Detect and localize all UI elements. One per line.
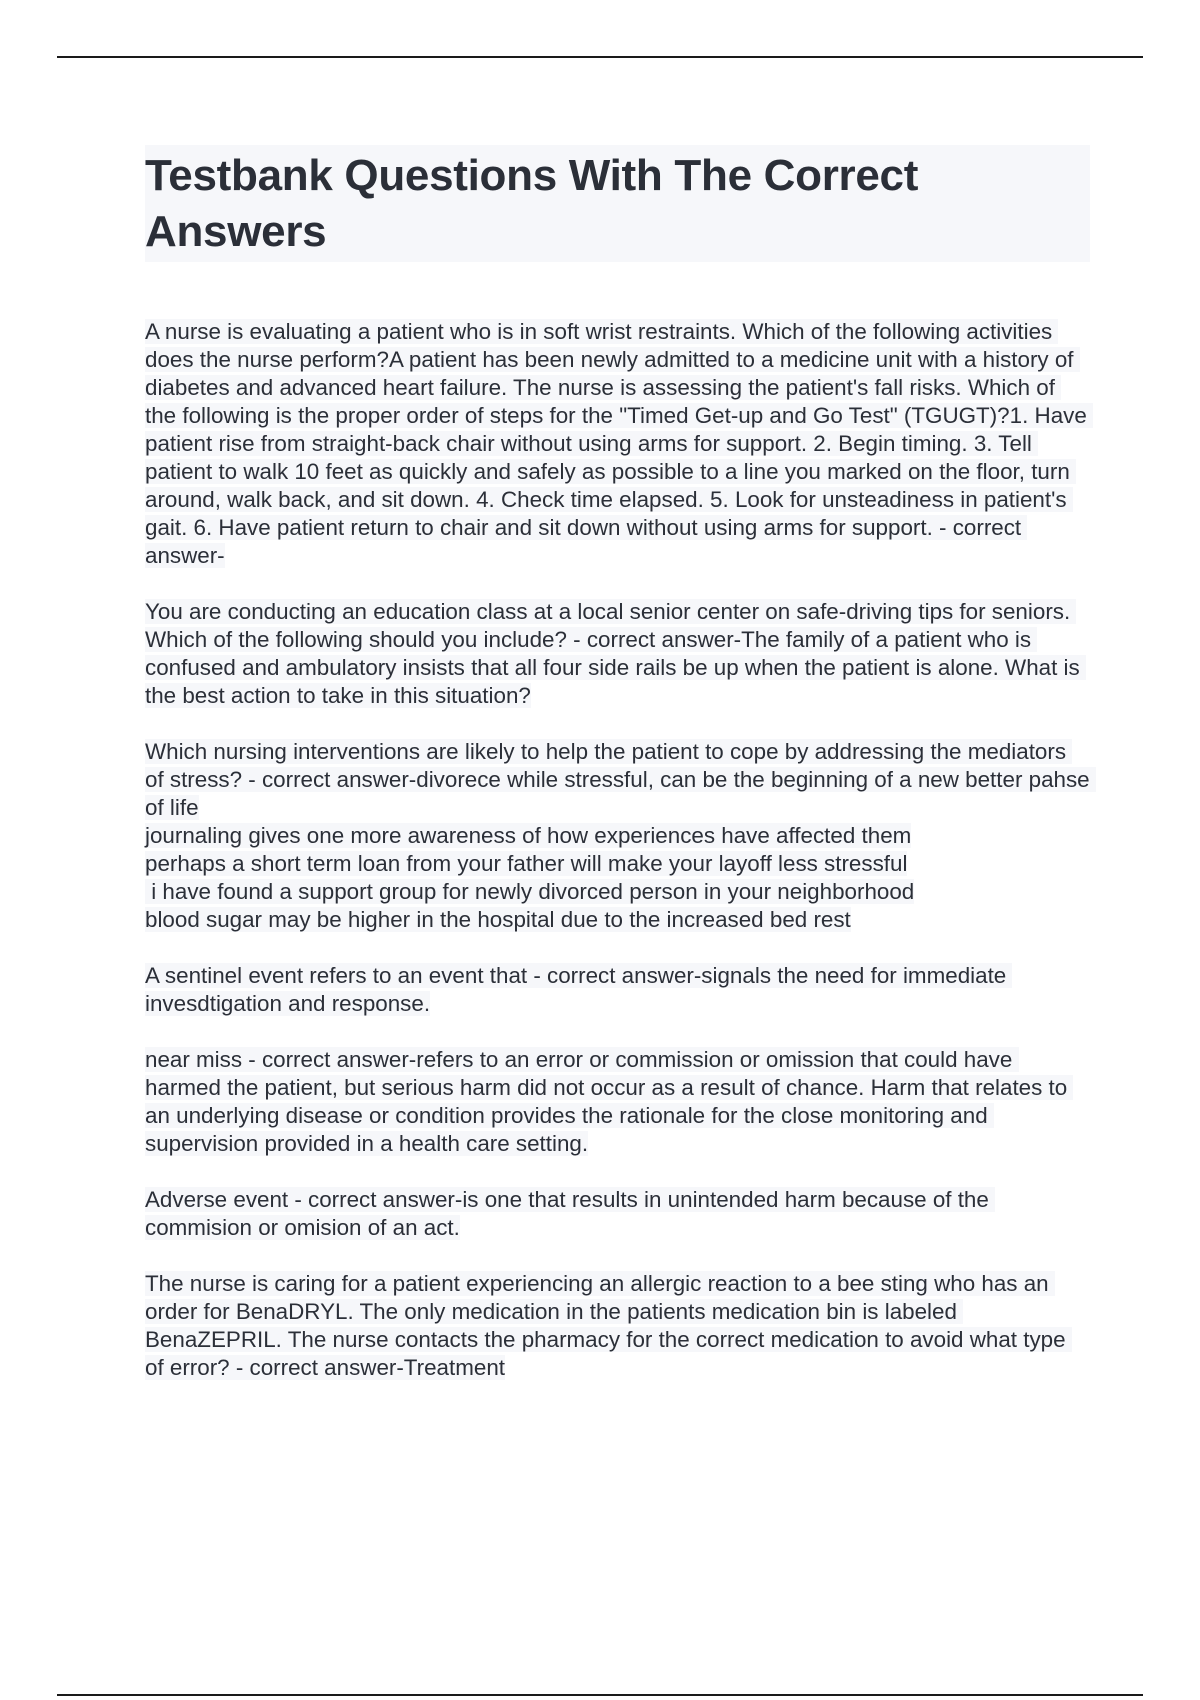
document-content bbox=[145, 318, 1096, 1382]
text-line: Adverse event - correct answer-is one that results in unintended harm because of the commision or omision of an act. bbox=[145, 1187, 996, 1240]
paragraph-6 bbox=[145, 1186, 1090, 1242]
text-line: i have found a support group for newly divorced person in your neighborhood bbox=[145, 879, 915, 904]
text-line: blood sugar may be higher in the hospital due to the increased bed rest bbox=[145, 907, 851, 932]
text-line: The nurse is caring for a patient experiencing an allergic reaction to a bee sting who has an order for BenaDRYL. The only medication in the patients medication bin is labeled BenaZEPRIL. The nurse contacts the pharmacy for the correct medication to avoid what type of error? - correct answer-Treatment bbox=[145, 1271, 1072, 1380]
text-line: journaling gives one more awareness of how experiences have affected them bbox=[145, 823, 912, 848]
paragraph-7 bbox=[145, 1270, 1090, 1382]
top-divider bbox=[57, 56, 1143, 58]
paragraph-1 bbox=[145, 318, 1094, 570]
paragraph-5 bbox=[145, 1046, 1090, 1158]
bottom-divider bbox=[57, 1694, 1143, 1696]
text-line: You are conducting an education class at a local senior center on safe-driving tips for seniors. Which of the following should you include? - correct answer-The family of a patient who is confused and ambulatory insists that all four side rails be up when the patient is alone. What is the best action to take in this situation? bbox=[145, 599, 1086, 708]
paragraph-3 bbox=[145, 738, 1096, 934]
title-block bbox=[145, 145, 1090, 262]
paragraph-2 bbox=[145, 598, 1090, 710]
text-line: near miss - correct answer-refers to an error or commission or omission that could have harmed the patient, but serious harm did not occur as a result of chance. Harm that relates to an underlying disease or condition provides the rationale for the close monitoring and supervision provided in a health care setting. bbox=[145, 1047, 1074, 1156]
document-title: Testbank Questions With The Correct Answers bbox=[145, 151, 919, 256]
text-line: perhaps a short term loan from your father will make your layoff less stressful bbox=[145, 851, 908, 876]
text-line: A nurse is evaluating a patient who is in soft wrist restraints. Which of the following activities does the nurse perform?A patient has been newly admitted to a medicine unit with a history of diabetes and advanced heart failure. The nurse is assessing the patient's fall risks. Which of the following is the proper order of steps for the "Timed Get-up and Go Test" (TGUGT)?1. Have patient rise from straight-back chair without using arms for support. 2. Begin timing. 3. Tell patient to walk 10 feet as quickly and safely as possible to a line you marked on the floor, turn around, walk back, and sit down. 4. Check time elapsed. 5. Look for unsteadiness in patient's gait. 6. Have patient return to chair and sit down without using arms for support. - correct answer- bbox=[145, 319, 1094, 568]
text-line: A sentinel event refers to an event that - correct answer-signals the need for immediate invesdtigation and response. bbox=[145, 963, 1013, 1016]
text-line: Which nursing interventions are likely to help the patient to cope by addressing the mediators of stress? - correct answer-divorece while stressful, can be the beginning of a new better pahse of life bbox=[145, 739, 1096, 820]
document-page bbox=[145, 145, 1096, 1410]
paragraph-4 bbox=[145, 962, 1090, 1018]
